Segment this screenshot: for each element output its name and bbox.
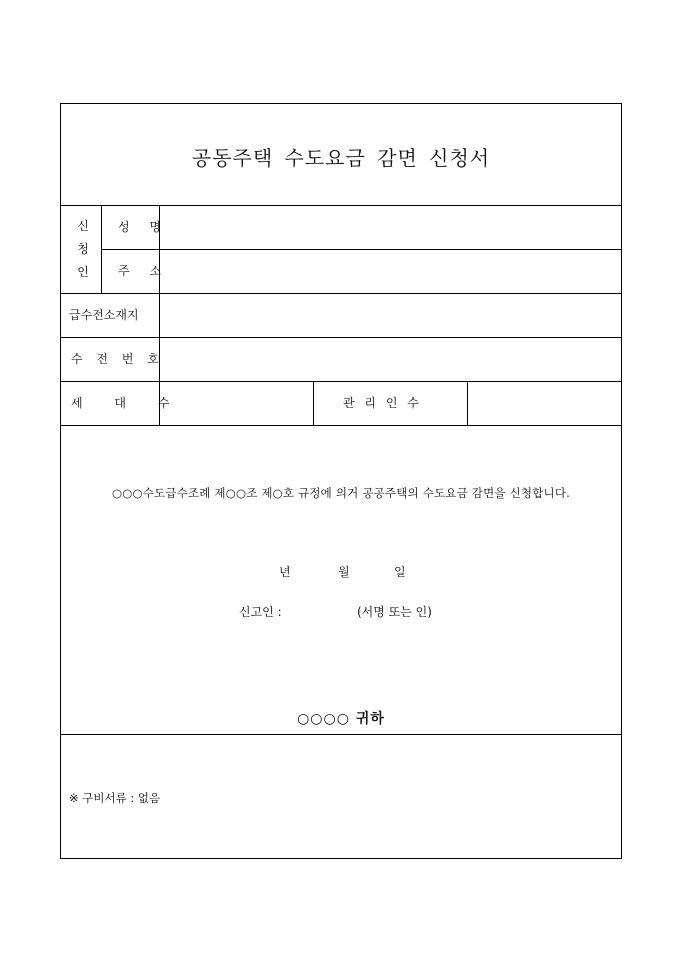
divider xyxy=(61,734,621,735)
households-field[interactable] xyxy=(167,396,307,410)
divider xyxy=(61,337,621,338)
declaration-text: ○○○수도급수조례 제○○조 제○호 규정에 의거 공공주택의 수도요금 감면을 신청합니다. xyxy=(112,486,570,500)
name-label: 성 명 xyxy=(118,220,169,234)
application-form xyxy=(60,103,622,859)
tap-number-label: 수 전 번 호 xyxy=(71,352,164,366)
divider xyxy=(61,293,621,294)
date-year: 년 xyxy=(279,565,291,579)
divider xyxy=(61,381,621,382)
form-title: 공동주택 수도요금 감면 신청서 xyxy=(191,146,491,170)
divider xyxy=(61,425,621,426)
supply-location-label: 급수전소재지 xyxy=(69,308,139,322)
date-month: 월 xyxy=(338,565,350,579)
date-day: 일 xyxy=(394,565,406,579)
supply-location-field[interactable] xyxy=(167,308,617,322)
divider xyxy=(101,249,621,250)
required-documents-note: ※ 구비서류 : 없음 xyxy=(69,791,161,805)
addressee: ○○○○ 귀하 xyxy=(297,711,385,727)
address-field[interactable] xyxy=(167,264,617,278)
divider xyxy=(101,205,102,293)
applicant-label-char: 청 xyxy=(77,242,89,256)
applicant-label xyxy=(61,205,101,293)
address-label: 주 소 xyxy=(118,264,169,278)
divider xyxy=(467,381,468,425)
signer-label: 신고인 : xyxy=(239,605,282,619)
tap-number-field[interactable] xyxy=(167,352,617,366)
divider xyxy=(159,205,160,425)
applicant-label-char: 인 xyxy=(77,265,89,279)
divider xyxy=(61,205,621,206)
applicant-label-char: 신 xyxy=(77,219,89,233)
signer-field[interactable] xyxy=(299,603,347,617)
divider xyxy=(313,381,314,425)
signature-note: (서명 또는 인) xyxy=(357,605,432,619)
managers-field[interactable] xyxy=(475,396,615,410)
name-field[interactable] xyxy=(167,220,617,234)
managers-label: 관 리 인 수 xyxy=(343,396,422,410)
households-label: 세 대 수 xyxy=(71,396,175,410)
